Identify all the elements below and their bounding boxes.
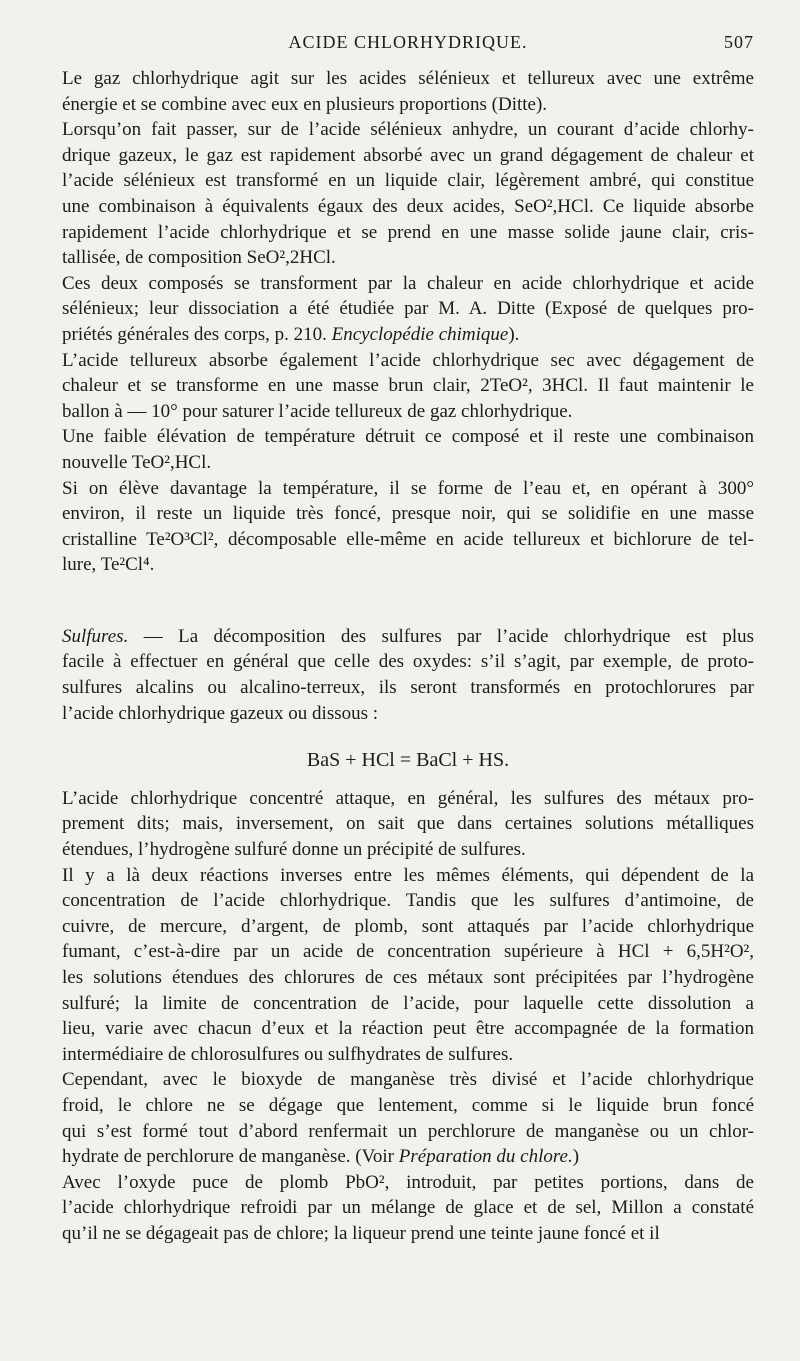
text-line: l’acide chlorhydrique refroidi par un mélange de glace et de sel, Millon a constaté (62, 1197, 754, 1219)
page-body (62, 66, 754, 1247)
section-gap (62, 578, 754, 624)
paragraph (62, 624, 754, 726)
paragraph (62, 476, 754, 578)
text-line: énergie et se combine avec eux en plusieurs proportions (Ditte). (62, 93, 548, 115)
paragraph (62, 271, 754, 348)
text-line: hydrate de perchlorure de manganèse. (Voir Préparation du chlore.) (62, 1146, 580, 1168)
text-line: facile à effectuer en général que celle des oxydes: s’il s’agit, par exemple, de proto- (62, 651, 754, 673)
page-number: 507 (724, 32, 754, 52)
text-line: lure, Te²Cl⁴. (62, 554, 155, 576)
text-line: sélénieux; leur dissociation a été étudiée par M. A. Ditte (Exposé de quelques pro- (62, 298, 754, 320)
text-line: rapidement l’acide chlorhydrique et se prend en une masse solide jaune clair, cris- (62, 221, 754, 243)
text-line: Cependant, avec le bioxyde de manganèse très divisé et l’acide chlorhydrique (62, 1069, 754, 1091)
text-line: l’acide chlorhydrique gazeux ou dissous : (62, 702, 379, 724)
text-line: une combinaison à équivalents égaux des deux acides, SeO²,HCl. Ce liquide absorbe (62, 195, 754, 217)
text-line: sulfures alcalins ou alcalino-terreux, ils seront transformés en protochlorures par (62, 677, 754, 699)
text-line: Une faible élévation de température détruit ce composé et il reste une combinaison (62, 426, 754, 448)
text-line: Sulfures. — La décomposition des sulfures par l’acide chlorhydrique est plus (62, 625, 754, 647)
text-line: drique gazeux, le gaz est rapidement absorbé avec un grand dégagement de chaleur et (62, 144, 754, 166)
text-line: les solutions étendues des chlorures de ces métaux sont précipitées par l’hydrogène (62, 967, 754, 988)
text-line: Ces deux composés se transforment par la chaleur en acide chlorhydrique et acide (62, 272, 754, 294)
body-part-3 (62, 786, 754, 1247)
text-line: L’acide chlorhydrique concentré attaque, en général, les sulfures des métaux pro- (62, 787, 754, 809)
text-line: prement dits; mais, inversement, on sait que dans certaines solutions métalliques (62, 813, 754, 835)
text-line: priétés générales des corps, p. 210. Encyclopédie chimique). (62, 323, 520, 345)
text-line: froid, le chlore ne se dégage que lentement, comme si le liquide brun foncé (62, 1094, 754, 1116)
body-part-2 (62, 624, 754, 726)
italic-text: Sulfures. (62, 625, 129, 647)
text-line: tallisée, de composition SeO²,2HCl. (62, 247, 336, 269)
text-line: nouvelle TeO²,HCl. (62, 451, 212, 473)
text-line: fumant, c’est-à-dire par un acide de concentration supérieure à HCl + 6,5H²O², (62, 941, 754, 963)
text-line: cristalline Te²O³Cl², décomposable elle-même en acide tellureux et bichlorure de tel- (62, 528, 754, 550)
running-title: ACIDE CHLORHYDRIQUE. (288, 32, 528, 52)
text-line: ballon à — 10° pour saturer l’acide tellureux de gaz chlorhydrique. (62, 400, 573, 422)
paragraph (62, 786, 754, 863)
text-line: qui s’est formé tout d’abord renfermait un perchlorure de manganèse ou un chlor- (62, 1120, 754, 1142)
paragraph (62, 1067, 754, 1169)
text-line: Si on élève davantage la température, il se forme de l’eau et, en opérant à 300° (62, 477, 754, 499)
italic-text: Préparation du chlore. (398, 1146, 573, 1168)
text-line: lieu, varie avec chacun d’eux et la réaction peut être accompagnée de la formation (62, 1018, 754, 1040)
text-line: sulfuré; la limite de concentration de l’acide, pour laquelle cette dissolution a (62, 992, 754, 1014)
text-line: cuivre, de mercure, d’argent, de plomb, sont attaqués par l’acide chlorhydrique (62, 915, 754, 937)
paragraph (62, 117, 754, 271)
body-part-1 (62, 66, 754, 578)
text-line: Il y a là deux réactions inverses entre les mêmes éléments, qui dépendent de la (62, 864, 754, 886)
text-line: Lorsqu’on fait passer, sur de l’acide sélénieux anhydre, un courant d’acide chlorhy- (62, 119, 754, 141)
paragraph (62, 863, 754, 1068)
text-line: qu’il ne se dégageait pas de chlore; la liqueur prend une teinte jaune foncé et il (62, 1222, 660, 1244)
text-line: intermédiaire de chlorosulfures ou sulfhydrates de sulfures. (62, 1043, 514, 1065)
text-line: Le gaz chlorhydrique agit sur les acides sélénieux et tellureux avec une extrême (62, 68, 754, 89)
paragraph (62, 424, 754, 475)
text-line: environ, il reste un liquide très foncé, presque noir, qui se solidifie en une masse (62, 503, 754, 525)
text-line: concentration de l’acide chlorhydrique. Tandis que les sulfures d’antimoine, de (62, 890, 754, 912)
running-header (62, 30, 754, 54)
text-line: Avec l’oxyde puce de plomb PbO², introduit, par petites portions, dans de (62, 1171, 754, 1193)
text-line: étendues, l’hydrogène sulfuré donne un précipité de sulfures. (62, 839, 526, 861)
text-line: L’acide tellureux absorbe également l’acide chlorhydrique sec avec dégagement de (62, 349, 754, 371)
text-line: chaleur et se transforme en une masse brun clair, 2TeO², 3HCl. Il faut maintenir le (62, 375, 754, 397)
text-line: l’acide sélénieux est transformé en un liquide clair, légèrement ambré, qui constitue (62, 170, 754, 192)
chemical-equation: BaS + HCl = BaCl + HS. (306, 749, 510, 772)
italic-text: Encyclopédie chimique (331, 323, 509, 345)
paragraph (62, 1170, 754, 1247)
paragraph (62, 348, 754, 425)
paragraph (62, 66, 754, 117)
